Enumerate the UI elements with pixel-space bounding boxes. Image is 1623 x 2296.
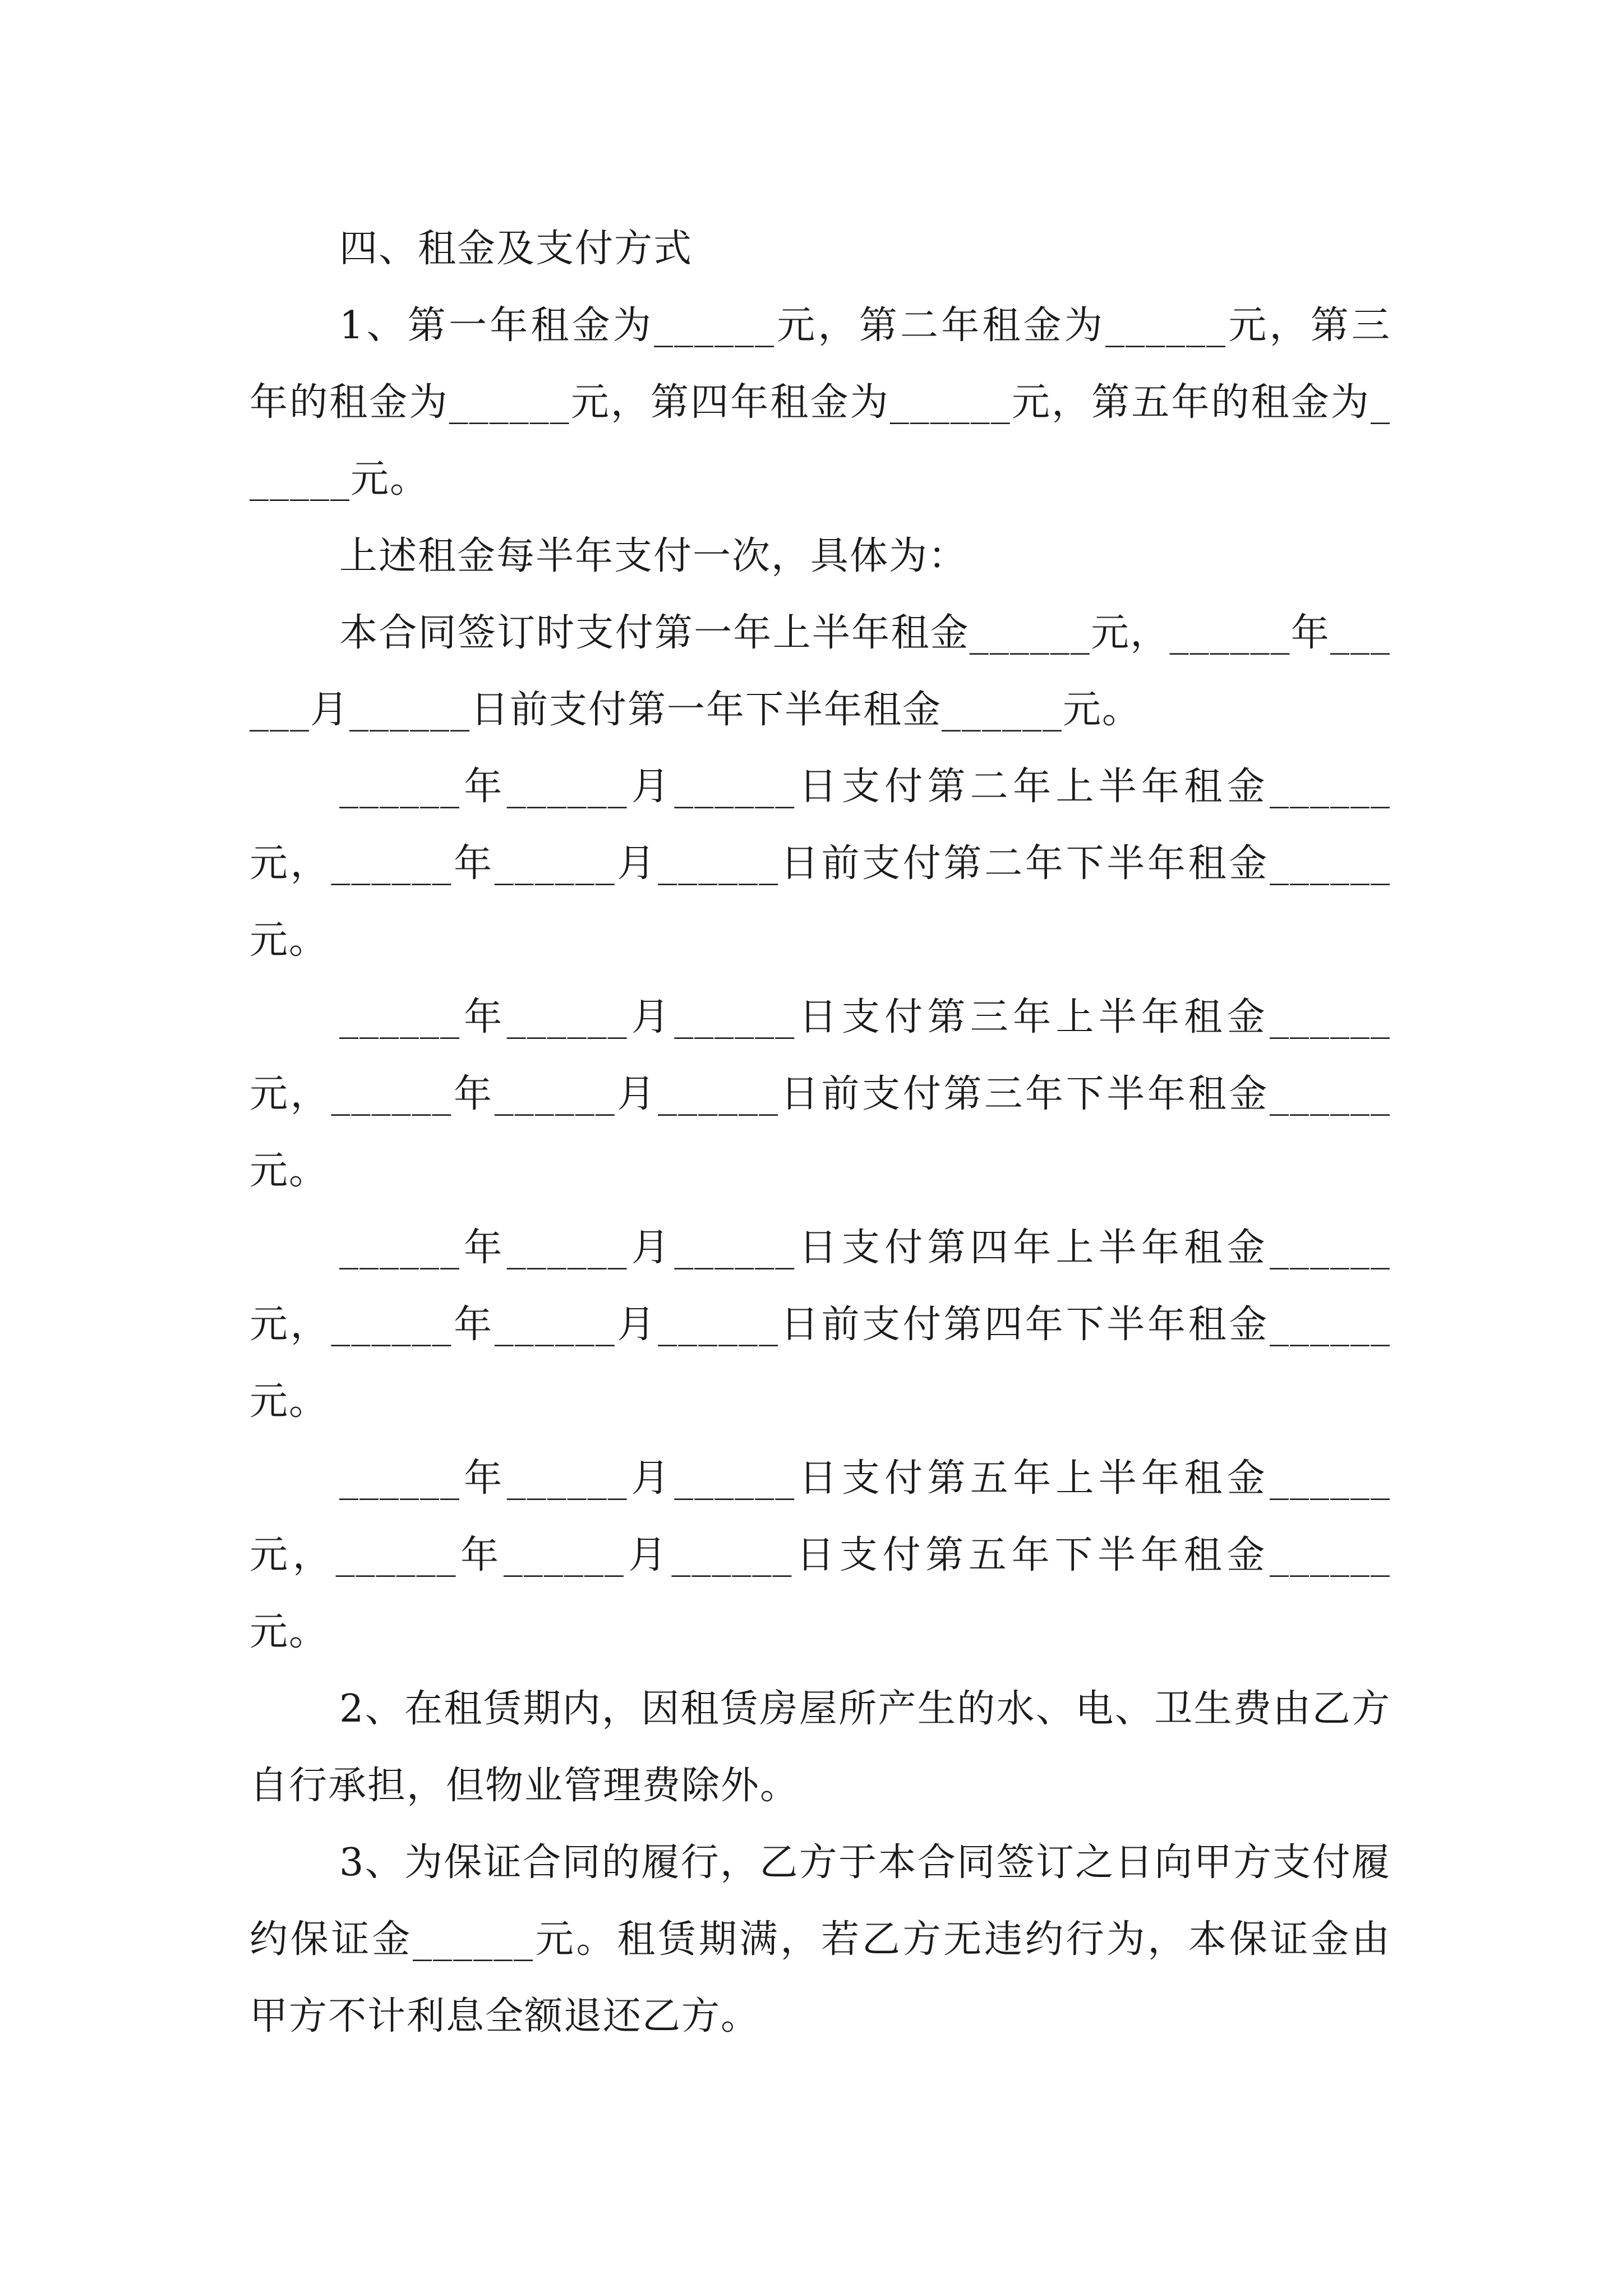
paragraph-year-1-payment: 本合同签订时支付第一年上半年租金______元，______年______月______日前支付第一年下半年租金______元。 [250, 611, 1391, 732]
paragraph-utilities: 2、在租赁期内，因租赁房屋所产生的水、电、卫生费由乙方自行承担，但物业管理费除外。 [250, 1687, 1391, 1808]
paragraph-year-4-payment: ______年______月______日支付第四年上半年租金______元，______年______月______日前支付第四年下半年租金______元。 [250, 1226, 1391, 1424]
section-heading: 四、租金及支付方式 [339, 227, 693, 271]
paragraph-rent-amounts: 1、第一年租金为______元，第二年租金为______元，第三年的租金为______元，第四年租金为______元，第五年的租金为______元。 [250, 303, 1391, 501]
paragraph-payment-schedule-intro: 上述租金每半年支付一次，具体为： [339, 534, 968, 578]
document-body [250, 210, 1391, 2055]
paragraph-year-2-payment: ______年______月______日支付第二年上半年租金______元，______年______月______日前支付第二年下半年租金______元。 [250, 765, 1391, 963]
paragraph-year-3-payment: ______年______月______日支付第三年上半年租金______元，______年______月______日前支付第三年下半年租金______元。 [250, 995, 1391, 1193]
paragraph-deposit: 3、为保证合同的履行，乙方于本合同签订之日向甲方支付履约保证金______元。租赁期满，若乙方无违约行为，本保证金由甲方不计利息全额退还乙方。 [250, 1841, 1391, 2039]
paragraph-year-5-payment: ______年______月______日支付第五年上半年租金______元，______年______月______日支付第五年下半年租金______元。 [250, 1456, 1391, 1654]
